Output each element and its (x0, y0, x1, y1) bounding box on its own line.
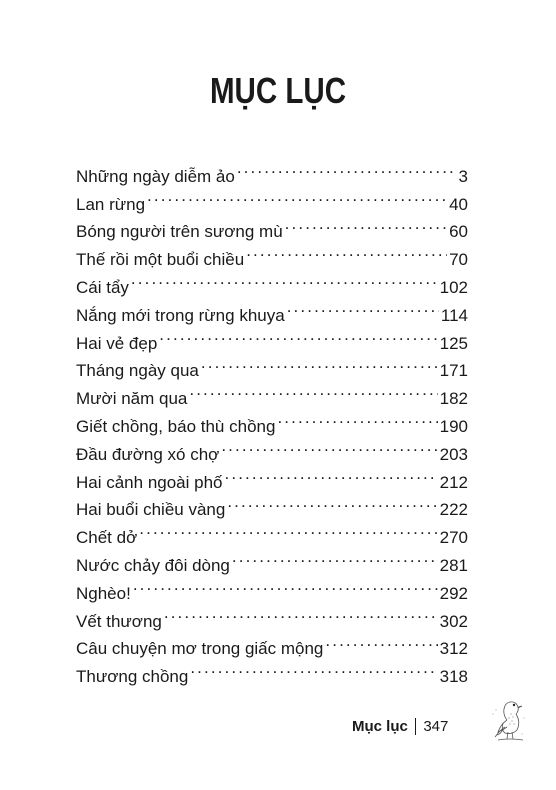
toc-entry-title: Vết thương (76, 611, 162, 631)
dot-leader (133, 571, 438, 599)
footer-separator (415, 718, 417, 735)
toc-entry-page-number: 312 (439, 639, 468, 659)
toc-entry-page-number: 302 (439, 611, 468, 631)
toc-entry-title: Đầu đường xó chợ (76, 444, 220, 464)
toc-entry-page-number: 114 (440, 305, 468, 325)
dot-leader (139, 515, 437, 543)
toc-entry-title: Tháng ngày qua (76, 361, 199, 381)
toc-entry-title: Giết chồng, báo thù chồng (76, 416, 276, 436)
toc-entry-title: Nghèo! (76, 583, 131, 603)
toc-entry-title: Bóng người trên sương mù (76, 222, 283, 242)
table-of-contents (76, 154, 468, 687)
dot-leader (189, 376, 437, 404)
toc-entry (76, 599, 468, 631)
toc-entry-title: Thương chồng (76, 667, 189, 687)
toc-entry-title: Hai vẻ đẹp (76, 333, 158, 353)
toc-entry-page-number: 222 (439, 500, 468, 520)
dot-leader (237, 154, 457, 182)
toc-entry-page-number: 270 (439, 528, 468, 548)
toc-entry-title: Cái tẩy (76, 277, 129, 297)
dot-leader (225, 460, 438, 488)
toc-entry (76, 571, 468, 603)
toc-entry-title: Câu chuyện mơ trong giấc mộng (76, 639, 324, 659)
footer-page-number: 347 (423, 718, 449, 735)
toc-entry-title: Nắng mới trong rừng khuya (76, 305, 285, 325)
dot-leader (227, 488, 437, 516)
toc-entry-title: Những ngày diễm ảo (76, 166, 235, 186)
toc-entry-page-number: 40 (449, 194, 468, 214)
dot-leader (201, 349, 438, 377)
toc-entry-title: Hai cảnh ngoài phố (76, 472, 223, 492)
toc-entry-page-number: 203 (439, 444, 468, 464)
toc-entry-page-number: 171 (439, 361, 468, 381)
dot-leader (164, 599, 438, 627)
toc-entry-page-number: 3 (458, 166, 468, 186)
toc-entry-title: Thế rồi một buổi chiều (76, 250, 245, 270)
toc-entry-title: Mười năm qua (76, 389, 188, 409)
bird-icon (488, 694, 528, 744)
toc-entry-page-number: 182 (439, 389, 468, 409)
toc-entry-title: Chết dở (76, 528, 138, 548)
toc-entry-page-number: 125 (439, 333, 468, 353)
toc-entry (76, 265, 468, 297)
toc-entry (76, 154, 468, 186)
toc-entry-title: Nước chảy đôi dòng (76, 555, 230, 575)
toc-entry-page-number: 60 (449, 222, 468, 242)
dot-leader (277, 404, 437, 432)
toc-entry (76, 293, 468, 325)
toc-entry-title: Lan rừng (76, 194, 146, 214)
footer-section-label: Mục lục (352, 718, 408, 735)
dot-leader (190, 654, 437, 682)
toc-entry-page-number: 70 (449, 250, 468, 270)
toc-entry-page-number: 190 (439, 416, 468, 436)
page-footer (352, 718, 448, 735)
toc-entry-page-number: 281 (439, 555, 468, 575)
dot-leader (221, 432, 437, 460)
dot-leader (285, 210, 447, 238)
toc-entry-page-number: 318 (439, 667, 468, 687)
dot-leader (147, 182, 447, 210)
toc-entry-page-number: 102 (439, 277, 468, 297)
toc-entry-title: Hai buổi chiều vàng (76, 500, 226, 520)
dot-leader (246, 237, 447, 265)
toc-entry-page-number: 292 (439, 583, 468, 603)
dot-leader (131, 265, 438, 293)
dot-leader (232, 543, 438, 571)
dot-leader (325, 627, 437, 655)
dot-leader (287, 293, 439, 321)
dot-leader (159, 321, 437, 349)
toc-entry-page-number: 212 (439, 472, 468, 492)
page-title: MỤC LỤC (209, 70, 347, 111)
